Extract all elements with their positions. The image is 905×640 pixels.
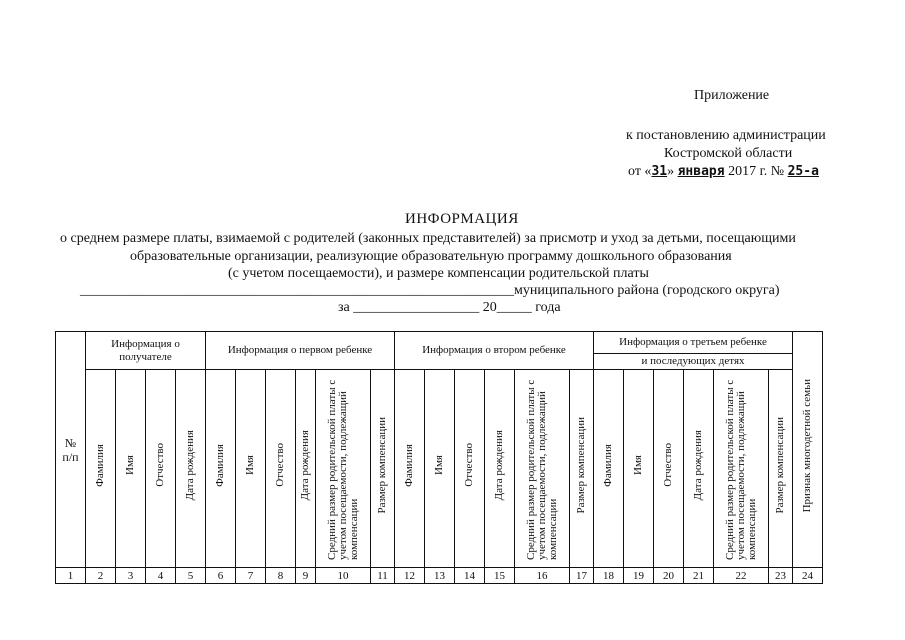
col-header-child2-patronymic: Отчество <box>455 370 485 568</box>
col-header-child1-compensation: Размер компенсации <box>371 370 395 568</box>
col-header-child3-patronymic: Отчество <box>654 370 684 568</box>
column-number: 22 <box>714 568 769 584</box>
col-header-child2-compensation: Размер компенсации <box>570 370 594 568</box>
period-blank-1: __________________ <box>353 300 480 315</box>
column-number-row <box>56 568 823 584</box>
col-header-child1-surname: Фамилия <box>206 370 236 568</box>
title-line-1: о среднем размере платы, взимаемой с родителей (законных представителей) за присмотр и уход за детьми, посещающими <box>60 231 796 246</box>
column-number: 20 <box>654 568 684 584</box>
col-header-recipient-surname: Фамилия <box>86 370 116 568</box>
period-year: 20 <box>482 300 497 315</box>
decree-line-1: к постановлению администрации <box>626 128 826 143</box>
column-number: 3 <box>116 568 146 584</box>
decree-line-2: Костромской области <box>664 146 793 161</box>
date-year: 2017 г. № <box>728 164 785 179</box>
col-header-child2-birthdate: Дата рождения <box>485 370 515 568</box>
district-blank: ______________________________________________________________ <box>80 283 514 298</box>
col-header-child2-avg-fee: Средний размер родительской платы с учетом посещаемости, подлежащий компенсации <box>515 370 570 568</box>
col-header-child3-surname: Фамилия <box>594 370 624 568</box>
column-number: 5 <box>176 568 206 584</box>
column-number: 14 <box>455 568 485 584</box>
column-number: 12 <box>395 568 425 584</box>
col-header-child1-patronymic: Отчество <box>266 370 296 568</box>
compensation-table <box>55 331 823 584</box>
column-number: 2 <box>86 568 116 584</box>
column-number: 4 <box>146 568 176 584</box>
col-header-number: № п/п <box>56 332 86 568</box>
period-label: года <box>535 300 561 315</box>
group-header-second-child: Информация о втором ребенке <box>395 332 594 370</box>
column-number: 1 <box>56 568 86 584</box>
date-mid: » <box>667 164 675 179</box>
group-header-third-child: Информация о третьем ребенке <box>594 332 793 354</box>
col-header-child1-name: Имя <box>236 370 266 568</box>
col-header-child2-name: Имя <box>425 370 455 568</box>
title-line-5 <box>338 300 561 316</box>
column-number: 23 <box>769 568 793 584</box>
column-number: 11 <box>371 568 395 584</box>
col-header-child3-compensation: Размер компенсации <box>769 370 793 568</box>
title-line-2: образовательные организации, реализующие образовательную программу дошкольного образования <box>130 249 732 264</box>
column-number: 19 <box>624 568 654 584</box>
large-family-label: Признак многодетной семьи <box>801 379 813 513</box>
col-header-large-family <box>793 332 823 568</box>
column-number: 16 <box>515 568 570 584</box>
date-day: 31 <box>651 164 668 179</box>
date-prefix: от « <box>628 164 652 179</box>
column-number: 21 <box>684 568 714 584</box>
column-number: 8 <box>266 568 296 584</box>
date-month: января <box>677 164 725 179</box>
group-header-third-child-subtitle: и последующих детях <box>594 354 793 370</box>
title-line-4 <box>80 283 780 299</box>
column-number: 6 <box>206 568 236 584</box>
appendix-label: Приложение <box>694 88 770 103</box>
col-header-child2-surname: Фамилия <box>395 370 425 568</box>
group-header-recipient: Информация о получателе <box>86 332 206 370</box>
col-header-child3-avg-fee: Средний размер родительской платы с учетом посещаемости, подлежащий компенсации <box>714 370 769 568</box>
period-blank-2: _____ <box>496 300 532 315</box>
title-line-3: (с учетом посещаемости), и размере компенсации родительской платы <box>228 266 649 281</box>
column-number: 17 <box>570 568 594 584</box>
date-number: 25-а <box>787 164 819 179</box>
col-header-child3-name: Имя <box>624 370 654 568</box>
col-header-child1-avg-fee: Средний размер родительской платы с учетом посещаемости, подлежащий компенсации <box>316 370 371 568</box>
group-header-first-child: Информация о первом ребенке <box>206 332 395 370</box>
col-header-child3-birthdate: Дата рождения <box>684 370 714 568</box>
col-header-recipient-birthdate: Дата рождения <box>176 370 206 568</box>
district-label: муниципального района (городского округа) <box>514 283 780 298</box>
period-za: за <box>338 300 350 315</box>
document-heading: ИНФОРМАЦИЯ <box>405 211 519 227</box>
column-number: 15 <box>485 568 515 584</box>
col-header-child1-birthdate: Дата рождения <box>296 370 316 568</box>
column-number: 9 <box>296 568 316 584</box>
column-number: 18 <box>594 568 624 584</box>
col-header-recipient-patronymic: Отчество <box>146 370 176 568</box>
column-number: 13 <box>425 568 455 584</box>
decree-date-line <box>628 164 819 180</box>
col-header-recipient-name: Имя <box>116 370 146 568</box>
column-number: 24 <box>793 568 823 584</box>
column-number: 10 <box>316 568 371 584</box>
column-number: 7 <box>236 568 266 584</box>
